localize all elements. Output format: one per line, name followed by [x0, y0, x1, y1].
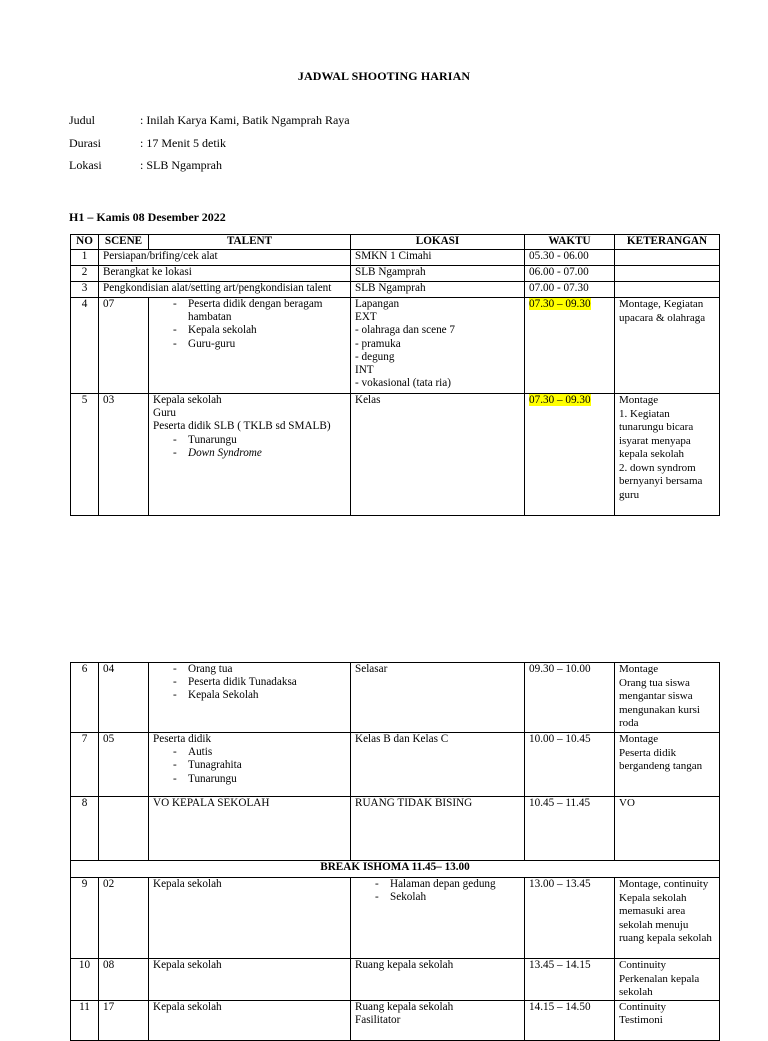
table-row — [71, 959, 720, 1001]
cell-scene: 02 — [99, 878, 149, 959]
cell-waktu: 05.30 - 06.00 — [525, 250, 615, 266]
cell-lokasi: Kelas — [351, 394, 525, 516]
page-title: JADWAL SHOOTING HARIAN — [297, 69, 471, 83]
table-row — [71, 797, 720, 861]
header-lokasi: LOKASI — [351, 235, 525, 250]
cell-scene — [99, 797, 149, 861]
cell-keterangan: VO — [615, 797, 720, 861]
header-keterangan: KETERANGAN — [615, 235, 720, 250]
cell-lokasi: Ruang kepala sekolah — [351, 959, 525, 1001]
lokasi-line: - pramuka — [355, 337, 401, 350]
meta-key: Durasi — [69, 135, 101, 150]
cell-no: 1 — [71, 250, 99, 266]
cell-keterangan — [615, 250, 720, 266]
table-row — [71, 266, 720, 282]
keterangan-line: Orang tua siswa mengantar siswa mengunakan kursi roda — [619, 676, 700, 729]
talent-list — [153, 746, 346, 786]
table-row — [71, 1000, 720, 1040]
cell-no: 11 — [71, 1000, 99, 1040]
cell-waktu: 07.00 - 07.30 — [525, 282, 615, 298]
lokasi-line: - degung — [355, 350, 395, 363]
cell-talent — [149, 733, 351, 797]
cell-keterangan — [615, 663, 720, 733]
meta-row-judul — [69, 113, 350, 136]
talent-list — [153, 663, 346, 703]
keterangan-line: Testimoni — [619, 1014, 663, 1026]
lokasi-line: - vokasional (tata ria) — [355, 377, 451, 390]
keterangan-line: Montage, continuity — [619, 878, 709, 890]
cell-no: 9 — [71, 878, 99, 959]
list-item: - Tunarungu — [173, 434, 346, 447]
talent-line: Peserta didik SLB ( TKLB sd SMALB) — [153, 420, 331, 433]
cell-talent — [149, 298, 351, 394]
table-row — [71, 282, 720, 298]
talent-line: Guru — [153, 407, 176, 420]
cell-waktu: 14.15 – 14.50 — [525, 1000, 615, 1040]
cell-waktu: 09.30 – 10.00 — [525, 663, 615, 733]
cell-keterangan — [615, 1000, 720, 1040]
cell-waktu: 10.00 – 10.45 — [525, 733, 615, 797]
keterangan-line: Montage — [619, 663, 659, 675]
talent-line: Peserta didik — [153, 733, 212, 745]
cell-no: 10 — [71, 959, 99, 1001]
cell-lokasi — [351, 298, 525, 394]
lokasi-list — [355, 878, 520, 904]
cell-talent: Kepala sekolah — [149, 1000, 351, 1040]
waktu-highlight: 07.30 – 09.30 — [529, 394, 591, 406]
cell-no: 5 — [71, 394, 99, 516]
cell-no: 3 — [71, 282, 99, 298]
cell-lokasi: SLB Ngamprah — [351, 282, 525, 298]
cell-talent — [149, 663, 351, 733]
cell-waktu: 13.00 – 13.45 — [525, 878, 615, 959]
talent-line: Kepala sekolah — [153, 394, 222, 406]
cell-waktu: 06.00 - 07.00 — [525, 266, 615, 282]
list-item: - Halaman depan gedung — [375, 878, 520, 891]
cell-keterangan — [615, 282, 720, 298]
header-talent: TALENT — [149, 235, 351, 250]
cell-lokasi: SLB Ngamprah — [351, 266, 525, 282]
meta-key: Lokasi — [69, 158, 102, 172]
cell-talent — [149, 394, 351, 516]
break-row — [71, 861, 720, 878]
cell-keterangan — [615, 878, 720, 959]
lokasi-line: - olahraga dan scene 7 — [355, 324, 456, 337]
list-item: - Autis — [173, 746, 346, 759]
lokasi-line: EXT — [355, 311, 377, 324]
keterangan-line: Continuity — [619, 959, 667, 971]
cell-keterangan — [615, 266, 720, 282]
talent-list — [153, 434, 346, 460]
schedule-table-continued — [70, 662, 720, 1041]
cell-talent: Pengkondisian alat/setting art/pengkondisian talent — [99, 282, 351, 298]
cell-no: 7 — [71, 733, 99, 797]
cell-no: 6 — [71, 663, 99, 733]
cell-waktu: 13.45 – 14.15 — [525, 959, 615, 1001]
cell-no: 2 — [71, 266, 99, 282]
lokasi-line: Lapangan — [355, 298, 400, 310]
list-item: - Kepala sekolah — [173, 324, 346, 337]
day-heading: H1 – Kamis 08 Desember 2022 — [69, 210, 226, 224]
meta-value: : SLB Ngamprah — [140, 158, 222, 172]
list-item: - Guru-guru — [173, 338, 346, 351]
table-row — [71, 250, 720, 266]
schedule-table — [70, 234, 720, 516]
talent-list — [153, 298, 346, 351]
cell-keterangan — [615, 959, 720, 1001]
waktu-highlight: 07.30 – 09.30 — [529, 298, 591, 310]
keterangan-line: Montage — [619, 394, 659, 406]
keterangan-line: Kepala sekolah memasuki area sekolah menuju ruang kepala sekolah — [619, 891, 712, 944]
cell-scene: 08 — [99, 959, 149, 1001]
meta-row-durasi — [69, 136, 350, 159]
table-row — [71, 663, 720, 733]
keterangan-line: Continuity — [619, 1000, 667, 1013]
cell-scene: 03 — [99, 394, 149, 516]
lokasi-line: INT — [355, 364, 374, 377]
table-header-row — [71, 235, 720, 250]
meta-key: Judul — [69, 113, 96, 127]
document-meta — [69, 113, 350, 181]
meta-value: : Inilah Karya Kami, Batik Ngamprah Raya — [140, 113, 350, 127]
cell-keterangan — [615, 733, 720, 797]
keterangan-line: Montage — [619, 733, 659, 745]
list-item: - Kepala Sekolah — [173, 689, 346, 702]
cell-scene: 04 — [99, 663, 149, 733]
cell-talent: Berangkat ke lokasi — [99, 266, 351, 282]
cell-lokasi: Selasar — [351, 663, 525, 733]
cell-lokasi — [351, 878, 525, 959]
lokasi-line: Ruang kepala sekolah — [355, 1000, 454, 1013]
cell-talent: Kepala sekolah — [149, 878, 351, 959]
cell-no: 4 — [71, 298, 99, 394]
cell-waktu — [525, 298, 615, 394]
list-item: - Peserta didik Tunadaksa — [173, 676, 346, 689]
meta-row-lokasi — [69, 158, 350, 181]
header-waktu: WAKTU — [525, 235, 615, 250]
table-row — [71, 394, 720, 516]
keterangan-line: Peserta didik bergandeng tangan — [619, 746, 703, 772]
table-row — [71, 878, 720, 959]
cell-scene: 17 — [99, 1000, 149, 1040]
cell-keterangan — [615, 394, 720, 516]
cell-scene: 07 — [99, 298, 149, 394]
keterangan-line: 1. Kegiatan tunarungu bicara isyarat menyapa kepala sekolah — [619, 407, 694, 460]
cell-waktu — [525, 394, 615, 516]
list-item: - Tunagrahita — [173, 759, 346, 772]
cell-talent: Kepala sekolah — [149, 959, 351, 1001]
break-label: BREAK ISHOMA 11.45– 13.00 — [71, 861, 720, 878]
list-item: - Sekolah — [375, 891, 520, 904]
list-item: - Tunarungu — [173, 773, 346, 786]
keterangan-line: 2. down syndrom bernyanyi bersama guru — [619, 461, 703, 501]
header-scene: SCENE — [99, 235, 149, 250]
meta-value: : 17 Menit 5 detik — [140, 135, 226, 150]
cell-keterangan: Montage, Kegiatan upacara & olahraga — [615, 298, 720, 394]
cell-no: 8 — [71, 797, 99, 861]
table-row — [71, 298, 720, 394]
cell-lokasi: SMKN 1 Cimahi — [351, 250, 525, 266]
cell-waktu: 10.45 – 11.45 — [525, 797, 615, 861]
keterangan-line: Perkenalan kepala sekolah — [619, 972, 700, 998]
cell-lokasi: Kelas B dan Kelas C — [351, 733, 525, 797]
list-item: - Down Syndrome — [173, 447, 346, 460]
cell-lokasi — [351, 1000, 525, 1040]
lokasi-line: Fasilitator — [355, 1013, 401, 1026]
table-row — [71, 733, 720, 797]
cell-talent: Persiapan/brifing/cek alat — [99, 250, 351, 266]
list-item: - Peserta didik dengan beragam hambatan — [173, 298, 346, 324]
cell-scene: 05 — [99, 733, 149, 797]
header-no: NO — [71, 235, 99, 250]
cell-talent: VO KEPALA SEKOLAH — [149, 797, 351, 861]
cell-lokasi: RUANG TIDAK BISING — [351, 797, 525, 861]
list-item: - Orang tua — [173, 663, 346, 676]
